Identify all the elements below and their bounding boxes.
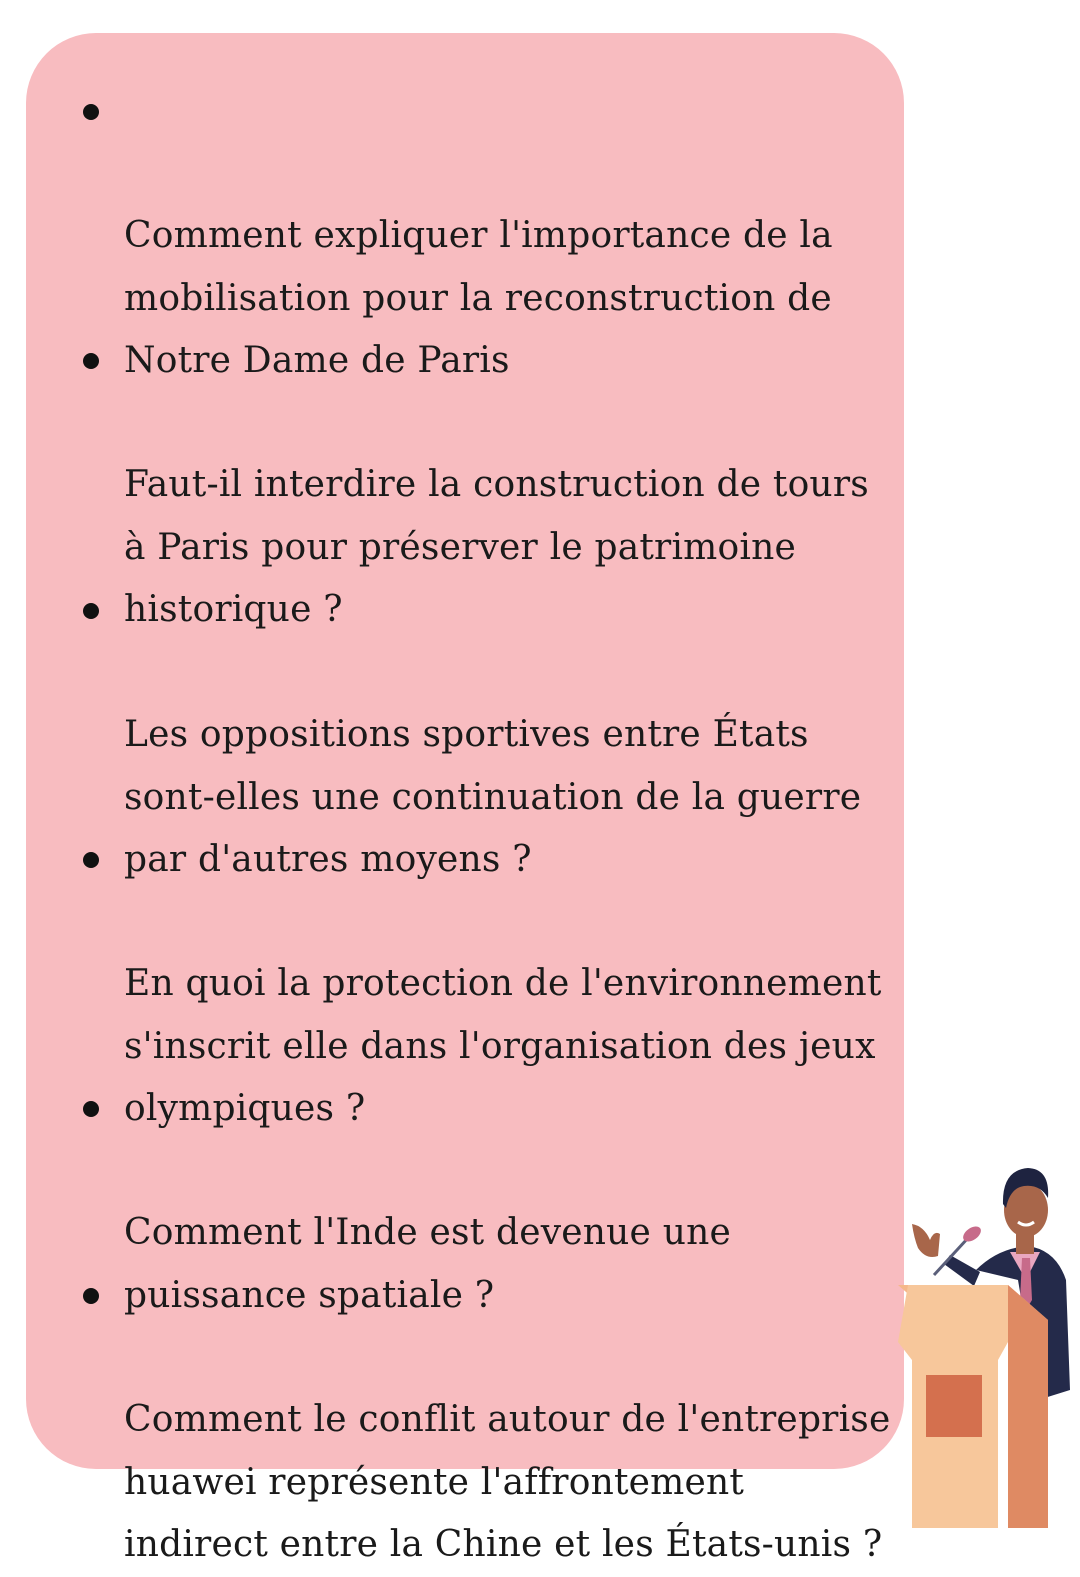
question-text: Comment expliquer l'importance de la mobilisation pour la reconstruction de Notre Dame de Paris bbox=[124, 215, 833, 381]
bullet-icon bbox=[83, 104, 99, 120]
question-text: Les oppositions sportives entre États sont-elles une continuation de la guerre par d'autres moyens ? bbox=[124, 714, 862, 880]
speaker-hand bbox=[912, 1224, 940, 1257]
question-text: Comment l'Inde est devenue une puissance spatiale ? bbox=[124, 1212, 731, 1316]
questions-card bbox=[26, 33, 904, 1565]
podium-panel bbox=[926, 1375, 982, 1437]
bullet-icon bbox=[83, 1288, 99, 1304]
podium-side bbox=[1008, 1285, 1048, 1528]
bullet-icon bbox=[83, 852, 99, 868]
bullet-icon bbox=[83, 353, 99, 369]
speaker-at-podium-icon bbox=[898, 1160, 1080, 1528]
bullet-icon bbox=[83, 603, 99, 619]
question-item bbox=[124, 1264, 914, 1577]
bullet-icon bbox=[83, 1101, 99, 1117]
question-text: En quoi la protection de l'environnement s'inscrit elle dans l'organisation des jeux olympiques ? bbox=[124, 963, 882, 1129]
speaker-neck bbox=[1016, 1234, 1034, 1254]
question-text: Faut-il interdire la construction de tours à Paris pour préserver le patrimoine historique ? bbox=[124, 464, 869, 630]
question-text: Comment le conflit autour de l'entreprise huawei représente l'affrontement indirect entre la Chine et les États-unis ? bbox=[124, 1399, 891, 1565]
